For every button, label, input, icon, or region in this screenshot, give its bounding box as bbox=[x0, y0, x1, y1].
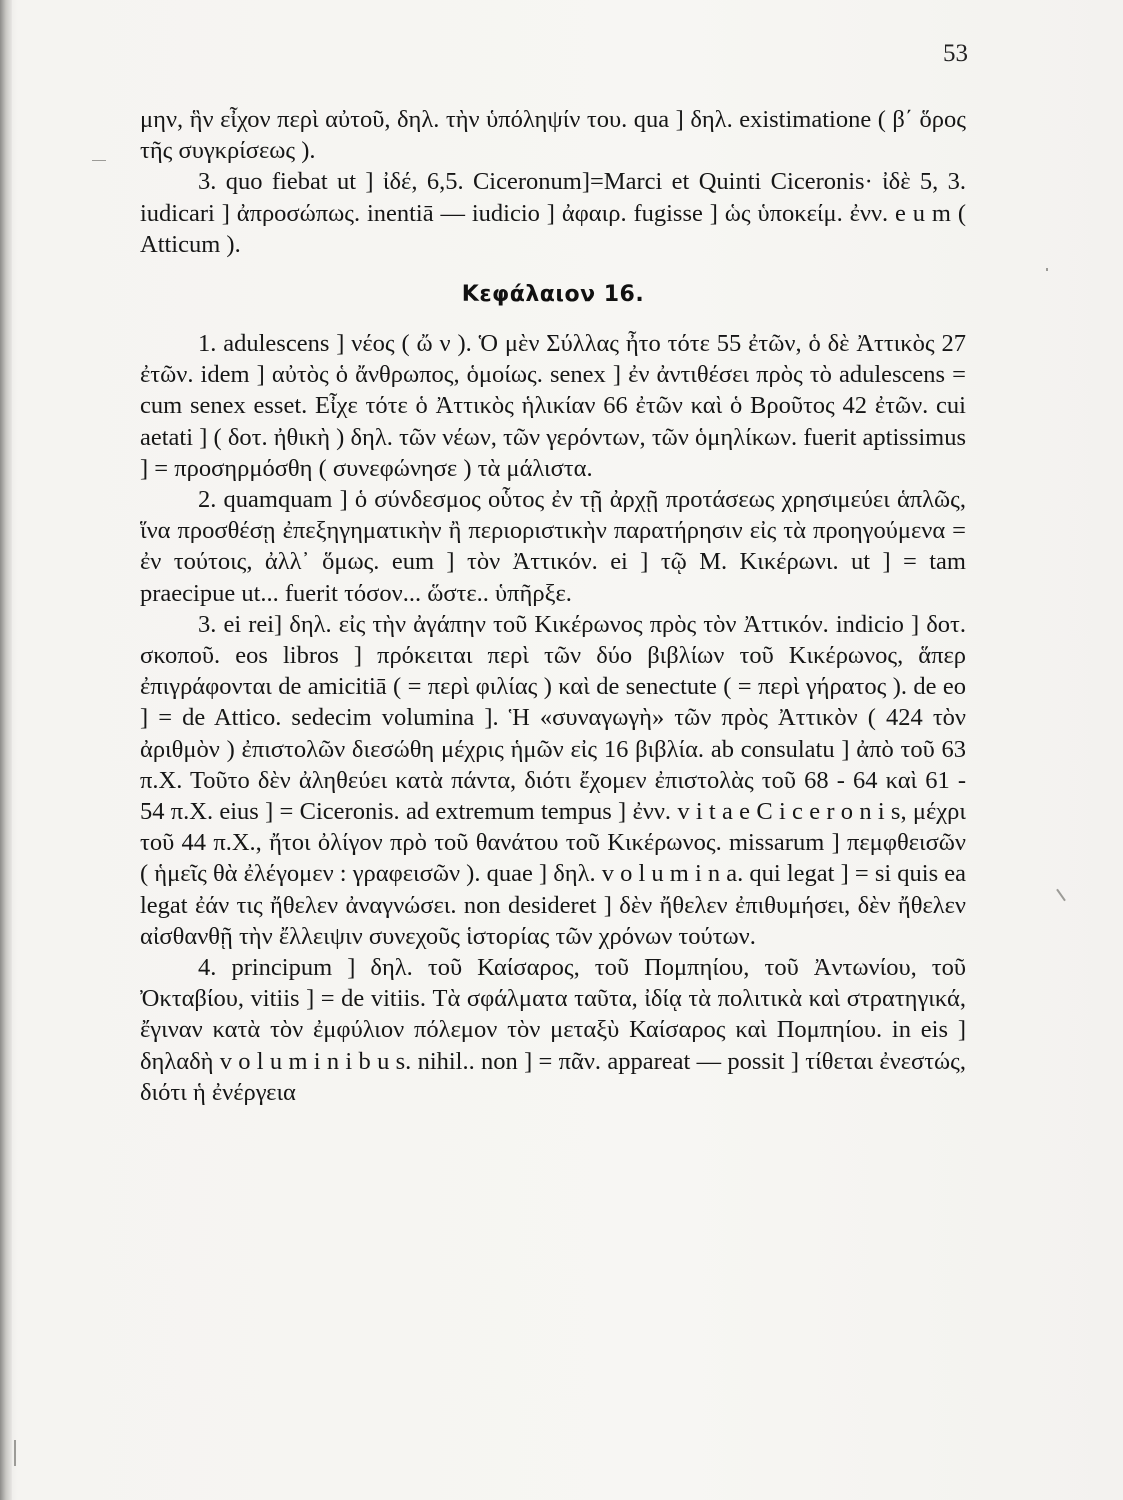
margin-speck-right bbox=[1046, 268, 1048, 271]
note-3-chapter-15: 3. quo fiebat ut ] ἰδέ, 6,5. Ciceronum]=Marci et Quinti Ciceronis· ἰδὲ 5, 3. iudicari ] ἀπροσώπως. inentiā — iudicio ] ἀφαιρ. fugisse ] ὡς ὑποκείμ. ἐνν. e u m ( Atticum ). bbox=[140, 168, 966, 258]
note-2: 2. quamquam ] ὁ σύνδεσμος οὗτος ἐν τῇ ἀρχῇ προτάσεως χρησιμεύει ἁπλῶς, ἵνα προσθέσῃ ἐπεξηγηματικὴν ἢ περιοριστικὴν παρατήρησιν εἰς τὰ προηγούμενα = ἐν τούτοις, ἀλλ᾽ ὅμως. eum ] τὸν Ἀττικόν. ei ] τῷ M. Κικέρωνι. ut ] = tam praecipue ut... fuerit τόσον... ὥστε.. ὑπῆρξε. bbox=[140, 486, 966, 607]
page-number: 53 bbox=[943, 40, 968, 67]
margin-stroke-left bbox=[14, 1440, 16, 1466]
paragraph-continuation: μην, ἣν εἶχον περὶ αὐτοῦ, δηλ. τὴν ὑπόληψίν του. qua ] δηλ. existimatione ( β΄ ὅρος τῆς συγκρίσεως ). bbox=[140, 106, 966, 165]
note-1: 1. adulescens ] νέος ( ὤ ν ). Ὁ μὲν Σύλλας ἦτο τότε 55 ἐτῶν, ὁ δὲ Ἀττικὸς 27 ἐτῶν. idem ] αὐτὸς ὁ ἄνθρωπος, ὁμοίως. senex ] ἐν ἀντιθέσει πρὸς τὸ adulescens = cum senex esset. Εἶχε τότε ὁ Ἀττικὸς ἡλικίαν 66 ἐτῶν καὶ ὁ Βροῦτος 42 ἐτῶν. cui aetati ] ( δοτ. ἠθικὴ ) δηλ. τῶν νέων, τῶν γερόντων, τῶν ὁμηλίκων. fuerit aptissimus ] = προσηρμόσθη ( συνεφώνησε ) τὰ μάλιστα. bbox=[140, 330, 966, 482]
margin-speck-left bbox=[92, 160, 106, 161]
margin-stroke-right bbox=[1056, 889, 1066, 902]
note-4: 4. principum ] δηλ. τοῦ Καίσαρος, τοῦ Πομπηίου, τοῦ Ἀντωνίου, τοῦ Ὀκταβίου, vitiis ] = de vitiis. Τὰ σφάλματα ταῦτα, ἰδίᾳ τὰ πολιτικὰ καὶ στρατηγικά, ἔγιναν κατὰ τὸν ἐμφύλιον πόλεμον τὸν μεταξὺ Καίσαρος καὶ Πομπηίου. in eis ] δηλαδὴ v o l u m i n i b u s. nihil.. non ] = πᾶν. appareat — possit ] τίθεται ἐνεστώς, διότι ἡ ἐνέργεια bbox=[140, 954, 966, 1106]
chapter-heading: Κεφάλαιον 16. bbox=[461, 282, 645, 308]
note-3: 3. ei rei] δηλ. εἰς τὴν ἀγάπην τοῦ Κικέρωνος πρὸς τὸν Ἀττικόν. indicio ] δοτ. σκοποῦ. eos libros ] πρόκειται περὶ τῶν δύο βιβλίων τοῦ Κικέρωνος, ἅπερ ἐπιγράφονται de amicitiā ( = περὶ φιλίας ) καὶ de senectute ( = περὶ γήρατος ). de eo ] = de Attico. sedecim volumina ]. Ἡ «συναγωγὴ» τῶν πρὸς Ἀττικὸν ( 424 τὸν ἀριθμὸν ) ἐπιστολῶν διεσώθη μέχρις ἡμῶν εἰς 16 βιβλία. ab consulatu ] ἀπὸ τοῦ 63 π.Χ. Τοῦτο δὲν ἀληθεύει κατὰ πάντα, διότι ἔχομεν ἐπιστολὰς τοῦ 68 - 64 καὶ 61 - 54 π.Χ. eius ] = Ciceronis. ad extremum tempus ] ἐνν. v i t a e C i c e r o n i s, μέχρι τοῦ 44 π.Χ., ἤτοι ὀλίγον πρὸ τοῦ θανάτου τοῦ Κικέρωνος. missarum ] πεμφθεισῶν ( ἡμεῖς θὰ ἐλέγομεν : γραφεισῶν ). quae ] δηλ. v o l u m i n a. qui legat ] = si quis ea legat ἐάν τις ἤθελεν ἀναγνώσει. non desideret ] δὲν ἤθελεν ἐπιθυμήσει, δὲν ἤθελεν αἰσθανθῇ τὴν ἔλλειψιν συνεχοῦς ἱστορίας τῶν χρόνων τούτων. bbox=[140, 610, 966, 950]
commentary-text bbox=[140, 104, 966, 1108]
page-gutter-shadow bbox=[0, 0, 12, 1500]
